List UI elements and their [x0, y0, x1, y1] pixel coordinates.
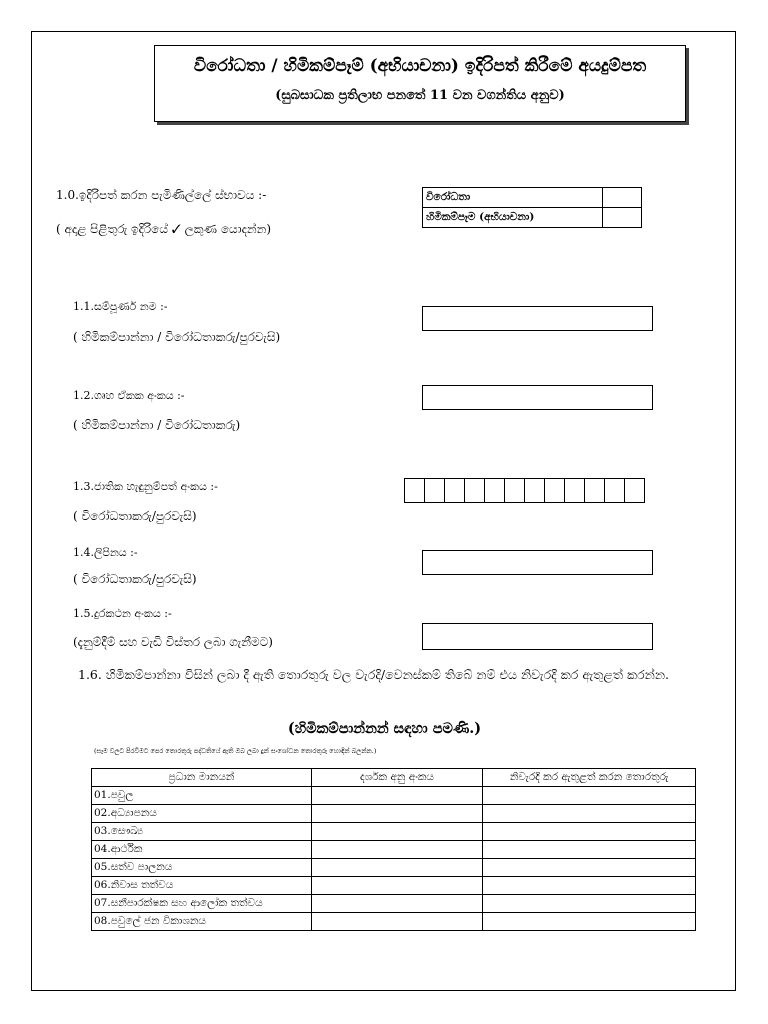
indicator-cell[interactable]	[311, 859, 483, 877]
nic-digit-box[interactable]	[525, 479, 545, 503]
indicator-cell[interactable]	[311, 913, 483, 931]
q1-6-instruction: 1.6. හිමිකම්පාන්නා විසින් ලබා දී ඇති තොරතුරු වල වැරදි/වෙනස්කම් තිබේ නම් එය නිවැරදි කර ඇතුළත් කරන්න.	[78, 667, 669, 682]
dimension-label: 04.ආර්ථික	[92, 841, 312, 859]
corrections-table	[91, 768, 696, 931]
nic-digit-box[interactable]	[445, 479, 465, 503]
phone-number-field[interactable]	[422, 623, 653, 650]
choice-label-objection: විරෝධතා	[423, 188, 603, 208]
q1-2-hint: ( හිමිකම්පාන්නා / විරෝධතාකරු)	[73, 418, 241, 432]
indicator-cell[interactable]	[311, 787, 483, 805]
nic-row	[405, 479, 645, 503]
q1-0-hint: ( අදාළ පිළිතුරු ඉදිරියේ ✓ ලකුණ යොදන්න)	[56, 222, 272, 236]
table-row	[92, 895, 696, 913]
table-note: (සෑම වලට පිරවීමට පෙර තොරතුරු පද්ධතියේ ඇති ඔබ ලබා දුන් සංශෝධන තොරතුරු හොඳින් බලන්න.)	[94, 747, 377, 755]
title-box	[154, 45, 686, 122]
q1-2-label: 1.2.ගෘහ ඒකක අංකය :-	[73, 389, 185, 402]
dimension-label: 01.පවුල	[92, 787, 312, 805]
nic-digit-box[interactable]	[625, 479, 645, 503]
corrected-info-cell[interactable]	[483, 913, 696, 931]
corrected-info-cell[interactable]	[483, 841, 696, 859]
nic-digit-box[interactable]	[605, 479, 625, 503]
nic-digit-box[interactable]	[465, 479, 485, 503]
address-field[interactable]	[422, 550, 653, 575]
form-page	[31, 31, 736, 991]
q1-5-label: 1.5.දුරකථන අංකය :-	[73, 607, 172, 620]
nic-digit-box[interactable]	[545, 479, 565, 503]
header-corrected-info: නිවැරදි කර ඇතුළත් කරන තොරතුරු	[483, 769, 696, 787]
dimension-label: 07.සනීපාරක්ෂක සහ ආලෝක තත්වය	[92, 895, 312, 913]
corrected-info-cell[interactable]	[483, 787, 696, 805]
form-title: විරෝධතා / හිමිකම්පෑම් (අභියාචනා) ඉදිරිපත් කිරීමේ අයදුම්පත	[193, 56, 647, 76]
table-row	[92, 859, 696, 877]
table-header-row	[92, 769, 696, 787]
corrected-info-cell[interactable]	[483, 859, 696, 877]
nature-choice-table	[422, 187, 642, 228]
table-row	[92, 787, 696, 805]
q1-4-label: 1.4.ලිපිනය :-	[73, 546, 138, 559]
indicator-cell[interactable]	[311, 877, 483, 895]
table-row	[92, 877, 696, 895]
claimants-only-heading: (හිමිකම්පාන්නන් සඳහා පමණි.)	[287, 720, 482, 737]
table-row	[92, 913, 696, 931]
q1-3-hint: ( විරෝධතාකරු/පුරවැසි)	[73, 509, 197, 523]
corrected-info-cell[interactable]	[483, 895, 696, 913]
indicator-cell[interactable]	[311, 805, 483, 823]
nic-digit-box[interactable]	[405, 479, 425, 503]
choice-label-claim: හිමිකම්පෑම (අභියාචනා)	[423, 208, 603, 228]
indicator-cell[interactable]	[311, 841, 483, 859]
table-row	[92, 841, 696, 859]
header-indicator-number: දර්ශක අනු අංකය	[311, 769, 483, 787]
q1-1-label: 1.1.සම්පූර්ණ නම :-	[73, 300, 168, 313]
claim-checkbox[interactable]	[603, 208, 642, 228]
q1-4-hint: ( විරෝධතාකරු/පුරවැසි)	[73, 572, 197, 586]
indicator-cell[interactable]	[311, 895, 483, 913]
choice-row-objection	[423, 188, 642, 208]
nic-digit-box[interactable]	[485, 479, 505, 503]
nic-digit-box[interactable]	[585, 479, 605, 503]
dimension-label: 02.අධ්‍යාපනය	[92, 805, 312, 823]
nic-digit-box[interactable]	[565, 479, 585, 503]
table-row	[92, 805, 696, 823]
household-unit-field[interactable]	[422, 385, 653, 410]
q1-0-label: 1.0.ඉදිරිපත් කරන පැමිණිල්ලේ ස්භාවය :-	[56, 188, 267, 202]
corrected-info-cell[interactable]	[483, 823, 696, 841]
corrected-info-cell[interactable]	[483, 877, 696, 895]
corrected-info-cell[interactable]	[483, 805, 696, 823]
dimension-label: 03.සෞඛ්‍ය	[92, 823, 312, 841]
form-subtitle: (සුබසාධක ප්‍රතිලාභ පනතේ 11 වන වගන්තිය අනුව)	[275, 88, 565, 103]
q1-5-hint: (දැනුම්දීම් සහ වැඩි විස්තර ලබා ගැනීමට)	[73, 635, 273, 649]
q1-3-label: 1.3.ජාතික හැඳුනුම්පත් අංකය :-	[73, 480, 218, 493]
dimension-label: 08.පවුලේ ජන විකාශනය	[92, 913, 312, 931]
full-name-field[interactable]	[422, 306, 653, 331]
indicator-cell[interactable]	[311, 823, 483, 841]
objection-checkbox[interactable]	[603, 188, 642, 208]
q1-1-hint: ( හිමිකම්පාන්නා / විරෝධතාකරු/පුරවැසි)	[73, 330, 281, 344]
table-row	[92, 823, 696, 841]
header-main-dimensions: ප්‍රධාන මානයන්	[92, 769, 312, 787]
dimension-label: 05.සත්ව පාලනය	[92, 859, 312, 877]
choice-row-claim	[423, 208, 642, 228]
nic-number-grid	[404, 478, 645, 503]
dimension-label: 06.නිවාස තත්වය	[92, 877, 312, 895]
nic-digit-box[interactable]	[425, 479, 445, 503]
nic-digit-box[interactable]	[505, 479, 525, 503]
